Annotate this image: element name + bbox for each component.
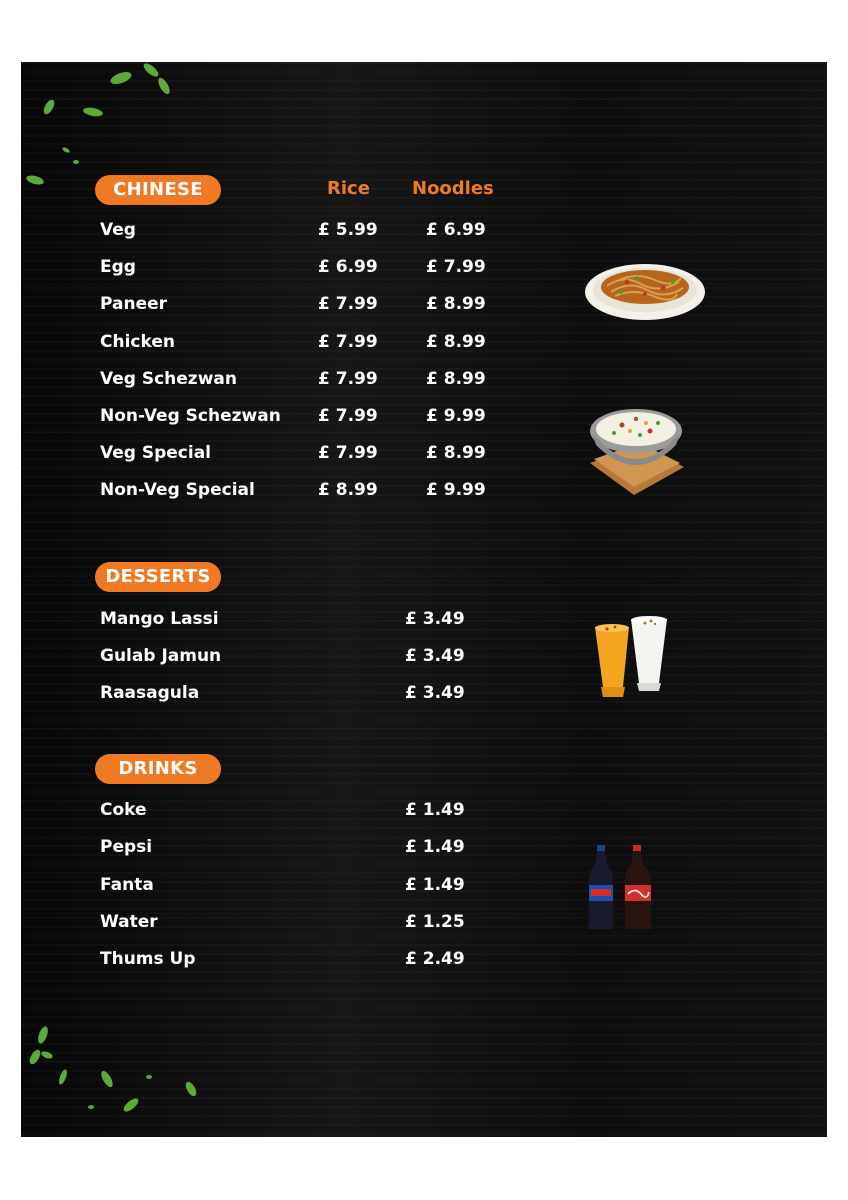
menu-item-name: Paneer <box>100 294 168 314</box>
lassi-glasses-image <box>589 615 673 701</box>
menu-board <box>21 62 827 1137</box>
noodles-price: £ 9.99 <box>426 406 486 426</box>
rice-price: £ 6.99 <box>318 257 378 277</box>
menu-item-name: Non-Veg Schezwan <box>100 406 281 426</box>
menu-item-name: Veg <box>100 220 136 240</box>
menu-item-name: Veg Schezwan <box>100 369 237 389</box>
menu-item-name: Chicken <box>100 332 175 352</box>
menu-item-name: Egg <box>100 257 136 277</box>
rice-price: £ 7.99 <box>318 406 378 426</box>
noodles-price: £ 8.99 <box>426 294 486 314</box>
rice-price: £ 7.99 <box>318 369 378 389</box>
menu-item-name: Pepsi <box>100 837 153 857</box>
noodles-price: £ 8.99 <box>426 369 486 389</box>
rice-price: £ 7.99 <box>318 443 378 463</box>
rice-price: £ 7.99 <box>318 294 378 314</box>
item-price: £ 3.49 <box>405 609 465 629</box>
menu-item-name: Non-Veg Special <box>100 480 255 500</box>
item-price: £ 1.49 <box>405 875 465 895</box>
item-price: £ 3.49 <box>405 646 465 666</box>
rice-price: £ 5.99 <box>318 220 378 240</box>
menu-item-name: Thums Up <box>100 949 196 969</box>
fried-rice-bowl-image <box>584 405 690 501</box>
noodles-price: £ 6.99 <box>426 220 486 240</box>
menu-item-name: Raasagula <box>100 683 200 703</box>
menu-item-name: Veg Special <box>100 443 211 463</box>
noodles-price: £ 8.99 <box>426 443 486 463</box>
drinks-section-title: DRINKS <box>95 754 221 784</box>
item-price: £ 2.49 <box>405 949 465 969</box>
menu-item-name: Coke <box>100 800 147 820</box>
noodles-price: £ 9.99 <box>426 480 486 500</box>
item-price: £ 1.25 <box>405 912 465 932</box>
menu-item-name: Gulab Jamun <box>100 646 222 666</box>
rice-price: £ 8.99 <box>318 480 378 500</box>
soda-bottles-image <box>585 845 657 933</box>
item-price: £ 1.49 <box>405 800 465 820</box>
menu-item-name: Mango Lassi <box>100 609 219 629</box>
rice-column-header: Rice <box>327 178 370 199</box>
desserts-section-title: DESSERTS <box>95 562 221 592</box>
leaves-bottom-decoration <box>21 1017 221 1137</box>
noodles-price: £ 8.99 <box>426 332 486 352</box>
noodles-price: £ 7.99 <box>426 257 486 277</box>
chinese-section-title: CHINESE <box>95 175 221 205</box>
rice-price: £ 7.99 <box>318 332 378 352</box>
item-price: £ 1.49 <box>405 837 465 857</box>
item-price: £ 3.49 <box>405 683 465 703</box>
menu-item-name: Water <box>100 912 158 932</box>
noodles-plate-image <box>583 254 707 324</box>
menu-item-name: Fanta <box>100 875 154 895</box>
noodles-column-header: Noodles <box>412 178 494 199</box>
